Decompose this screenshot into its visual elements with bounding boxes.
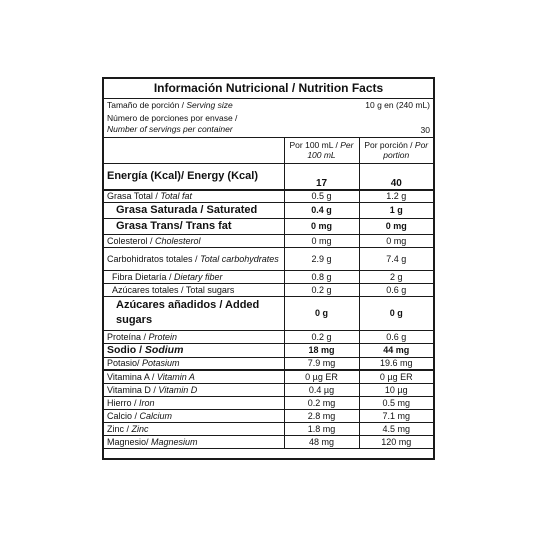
table-row bbox=[104, 383, 433, 396]
column-header-per-serving: Por porción / Por portion bbox=[359, 138, 433, 163]
per-serving-value: 0 mg bbox=[359, 234, 433, 247]
column-header-per-100ml: Por 100 mL / Per 100 mL bbox=[284, 138, 359, 163]
table-row bbox=[104, 357, 433, 370]
column-header-blank bbox=[104, 138, 284, 163]
table-row bbox=[104, 247, 433, 270]
table-row bbox=[104, 163, 433, 190]
table-row bbox=[104, 270, 433, 283]
nutrient-name: Potasio/ Potasium bbox=[104, 357, 284, 370]
table-row bbox=[104, 343, 433, 357]
nutrient-name: Grasa Total / Total fat bbox=[104, 190, 284, 202]
per-100ml-value: 7.9 mg bbox=[284, 357, 359, 370]
table-row bbox=[104, 370, 433, 383]
nutrient-name: Vitamina A / Vitamin A bbox=[104, 370, 284, 383]
table-row bbox=[104, 422, 433, 435]
per-100ml-value: 0 µg ER bbox=[284, 370, 359, 383]
per-serving-value: 0 mg bbox=[359, 218, 433, 234]
per-serving-value: 1 g bbox=[359, 202, 433, 218]
per-100ml-value: 0.4 g bbox=[284, 202, 359, 218]
per-100ml-value: 18 mg bbox=[284, 343, 359, 357]
table-row bbox=[104, 435, 433, 448]
column-header-row bbox=[104, 138, 433, 163]
per-100ml-value: 0.2 g bbox=[284, 283, 359, 296]
per-serving-value: 0.6 g bbox=[359, 330, 433, 343]
per-100ml-value: 2.9 g bbox=[284, 247, 359, 270]
nutrient-name: Grasa Trans/ Trans fat bbox=[104, 218, 284, 234]
table-row bbox=[104, 296, 433, 330]
nutrient-name: Colesterol / Cholesterol bbox=[104, 234, 284, 247]
per-serving-value: 44 mg bbox=[359, 343, 433, 357]
per-serving-value: 120 mg bbox=[359, 435, 433, 448]
nutrient-name: Grasa Saturada / Saturated bbox=[104, 202, 284, 218]
nutrient-name: Azúcares añadidos / Added sugars bbox=[104, 296, 284, 330]
table-row bbox=[104, 409, 433, 422]
nutrient-name: Calcio / Calcium bbox=[104, 409, 284, 422]
nutrient-name: Vitamina D / Vitamin D bbox=[104, 383, 284, 396]
servings-per-container-value: 30 bbox=[420, 125, 430, 135]
per-100ml-value: 0.5 g bbox=[284, 190, 359, 202]
per-100ml-value: 0 mg bbox=[284, 218, 359, 234]
per-100ml-value: 0.2 g bbox=[284, 330, 359, 343]
per-100ml-value: 0 mg bbox=[284, 234, 359, 247]
nutrient-name: Hierro / Iron bbox=[104, 396, 284, 409]
per-serving-value: 0 µg ER bbox=[359, 370, 433, 383]
per-100ml-value: 0.4 µg bbox=[284, 383, 359, 396]
label-title: Información Nutricional / Nutrition Facts bbox=[104, 79, 433, 99]
serving-size-label: Tamaño de porción / Serving size bbox=[107, 100, 233, 110]
nutrient-name: Proteína / Protein bbox=[104, 330, 284, 343]
per-serving-value: 0.6 g bbox=[359, 283, 433, 296]
table-row bbox=[104, 330, 433, 343]
per-100ml-value: 17 bbox=[284, 163, 359, 190]
per-100ml-value: 48 mg bbox=[284, 435, 359, 448]
per-100ml-value: 2.8 mg bbox=[284, 409, 359, 422]
per-serving-value: 1.2 g bbox=[359, 190, 433, 202]
per-serving-value: 7.1 mg bbox=[359, 409, 433, 422]
nutrient-table bbox=[104, 138, 433, 449]
per-serving-value: 10 µg bbox=[359, 383, 433, 396]
per-100ml-value: 0.8 g bbox=[284, 270, 359, 283]
table-row bbox=[104, 283, 433, 296]
per-serving-value: 0.5 mg bbox=[359, 396, 433, 409]
per-serving-value: 40 bbox=[359, 163, 433, 190]
nutrient-name: Azúcares totales / Total sugars bbox=[104, 283, 284, 296]
nutrition-facts-panel bbox=[102, 77, 435, 460]
per-serving-value: 4.5 mg bbox=[359, 422, 433, 435]
servings-per-container-row bbox=[104, 112, 433, 138]
serving-size-value: 10 g en (240 mL) bbox=[365, 100, 430, 110]
serving-size-row bbox=[104, 99, 433, 112]
nutrient-name: Magnesio/ Magnesium bbox=[104, 435, 284, 448]
per-100ml-value: 1.8 mg bbox=[284, 422, 359, 435]
nutrient-name: Fibra Dietaría / Dietary fiber bbox=[104, 270, 284, 283]
per-serving-value: 7.4 g bbox=[359, 247, 433, 270]
servings-per-container-label: Número de porciones por envase / Number of servings per container bbox=[107, 113, 238, 134]
table-row bbox=[104, 234, 433, 247]
per-100ml-value: 0.2 mg bbox=[284, 396, 359, 409]
nutrient-name: Sodio / Sodium bbox=[104, 343, 284, 357]
table-row bbox=[104, 396, 433, 409]
per-serving-value: 19.6 mg bbox=[359, 357, 433, 370]
per-serving-value: 2 g bbox=[359, 270, 433, 283]
table-row bbox=[104, 202, 433, 218]
nutrient-name: Energía (Kcal)/ Energy (Kcal) bbox=[104, 163, 284, 190]
per-serving-value: 0 g bbox=[359, 296, 433, 330]
table-row bbox=[104, 218, 433, 234]
nutrient-name: Carbohidratos totales / Total carbohydrates bbox=[104, 247, 284, 270]
per-100ml-value: 0 g bbox=[284, 296, 359, 330]
table-row bbox=[104, 190, 433, 202]
nutrient-name: Zinc / Zinc bbox=[104, 422, 284, 435]
